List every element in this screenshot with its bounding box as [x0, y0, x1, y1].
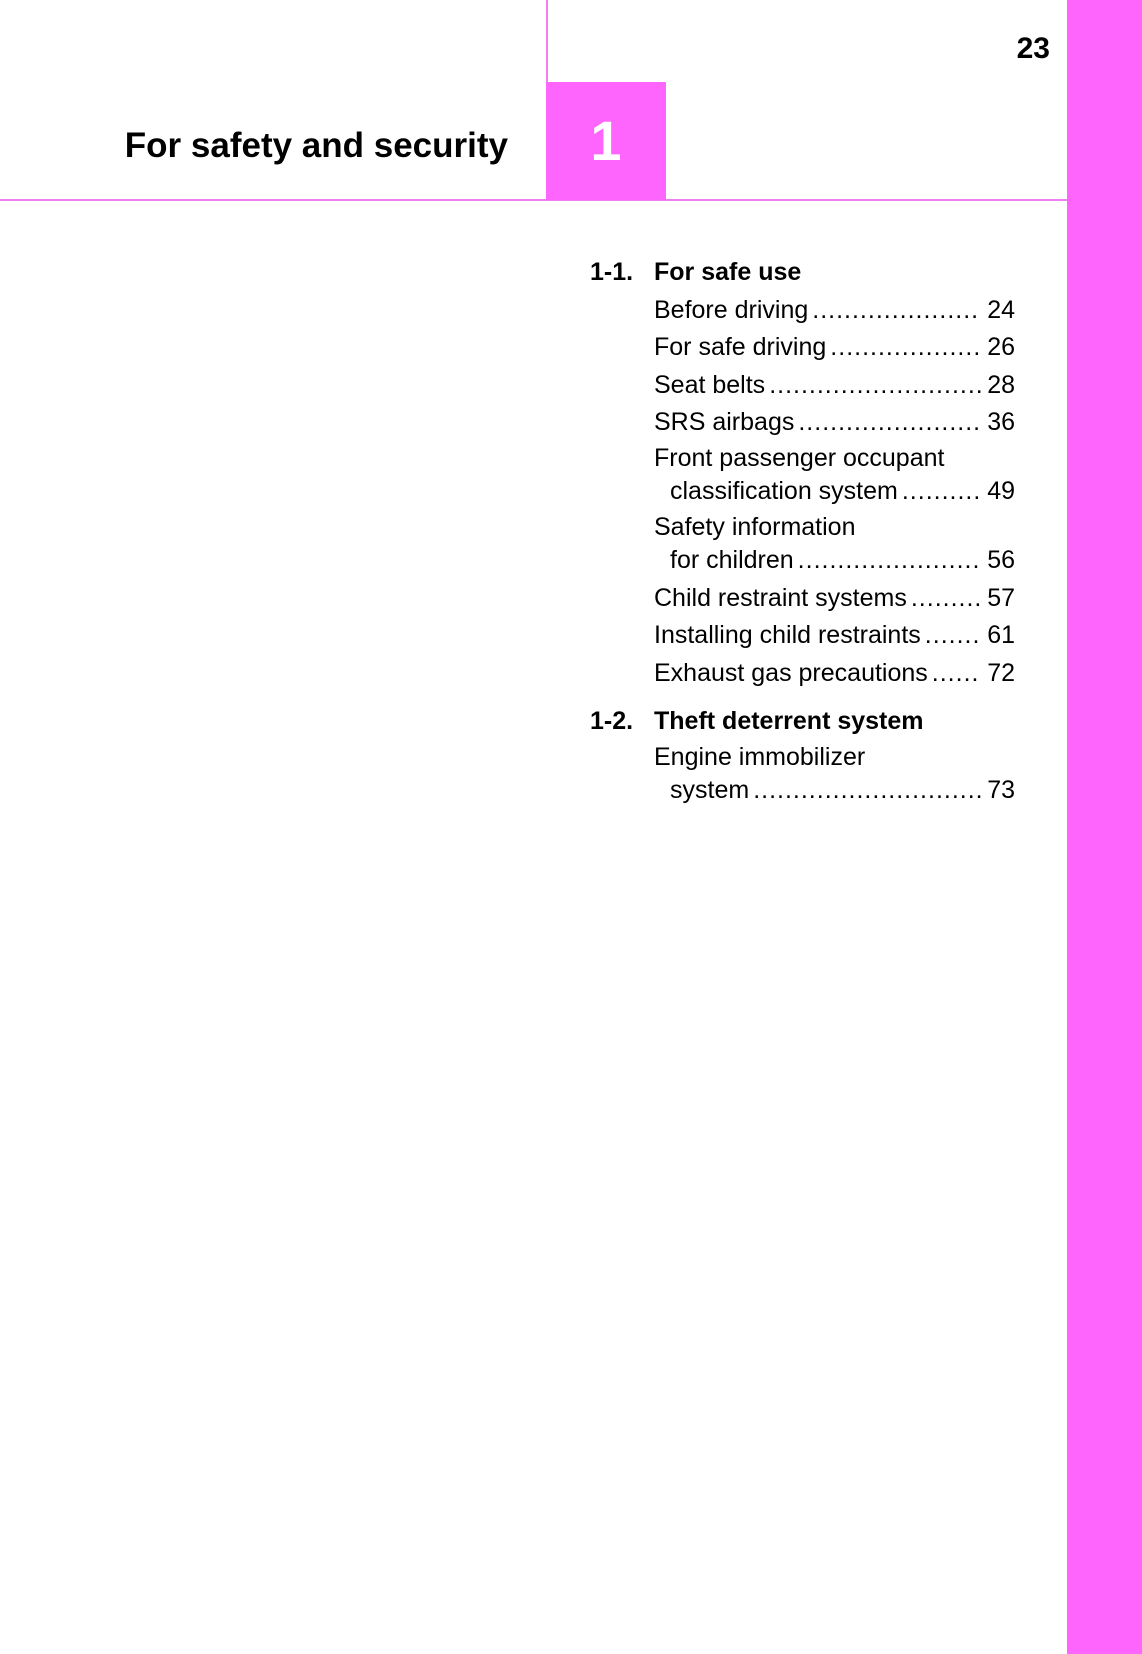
- entry-title-line2: system: [670, 775, 750, 804]
- entry-title: Exhaust gas precautions: [654, 658, 928, 687]
- section-title: Theft deterrent system: [654, 706, 924, 735]
- dot-leader: [812, 296, 981, 325]
- dot-leader: [798, 408, 981, 437]
- toc-entry-safety-children[interactable]: [654, 510, 1015, 579]
- entry-title: SRS airbags: [654, 408, 795, 436]
- toc-entry-child-restraint-systems[interactable]: [654, 579, 1015, 617]
- toc-entry-engine-immobilizer[interactable]: [654, 740, 1015, 809]
- toc-section-heading[interactable]: [590, 253, 1015, 291]
- dot-leader: [925, 621, 981, 650]
- page-number: 23: [1016, 32, 1050, 65]
- toc-entry-before-driving[interactable]: [654, 291, 1015, 329]
- entry-page: 28: [987, 370, 1015, 399]
- dot-leader: [753, 776, 981, 805]
- section-title: For safe use: [654, 258, 802, 286]
- toc-entry-srs-airbags[interactable]: [654, 404, 1015, 442]
- header-divider: [0, 199, 1067, 201]
- entry-page: 57: [987, 583, 1015, 612]
- chapter-number-box: [546, 82, 666, 200]
- toc-entry-installing-child-restraints[interactable]: [654, 617, 1015, 655]
- dot-leader: [769, 371, 981, 400]
- entry-page: 61: [987, 621, 1015, 649]
- toc-entry-occupant-classification[interactable]: [654, 441, 1015, 510]
- dot-leader: [798, 546, 982, 575]
- entry-title-line2: for children: [670, 546, 794, 574]
- entry-title: Installing child restraints: [654, 621, 921, 649]
- entry-title: Child restraint systems: [654, 583, 907, 612]
- entry-page: 56: [987, 546, 1015, 574]
- dot-leader: [932, 659, 981, 688]
- entry-page: 36: [987, 408, 1015, 436]
- entry-title-line1: Safety information: [654, 513, 856, 541]
- table-of-contents: [590, 253, 1015, 809]
- entry-title: Seat belts: [654, 370, 766, 399]
- entry-title-line1: Front passenger occupant: [654, 444, 945, 472]
- header-divider-vertical: [546, 0, 548, 82]
- toc-entry-for-safe-driving[interactable]: [654, 329, 1015, 367]
- chapter-number: 1: [590, 109, 622, 172]
- dot-leader: [830, 333, 981, 362]
- entry-page: 73: [987, 775, 1015, 804]
- chapter-title: For safety and security: [124, 126, 508, 165]
- entry-page: 24: [987, 295, 1015, 324]
- entry-title: For safe driving: [654, 333, 827, 361]
- toc-section-heading[interactable]: [590, 702, 1015, 740]
- entry-title: Before driving: [654, 295, 809, 324]
- dot-leader: [911, 584, 981, 613]
- entry-page: 72: [987, 658, 1015, 687]
- section-number: 1-2.: [590, 706, 634, 735]
- chapter-side-tab: [1067, 0, 1142, 1654]
- entry-title-line2: classification system: [670, 477, 898, 505]
- section-number: 1-1.: [590, 258, 634, 286]
- entry-title-line1: Engine immobilizer: [654, 742, 866, 771]
- entry-page: 26: [987, 333, 1015, 361]
- entry-page: 49: [987, 477, 1015, 505]
- toc-entry-exhaust-gas[interactable]: [654, 654, 1015, 692]
- dot-leader: [902, 477, 981, 506]
- toc-entry-seat-belts[interactable]: [654, 366, 1015, 404]
